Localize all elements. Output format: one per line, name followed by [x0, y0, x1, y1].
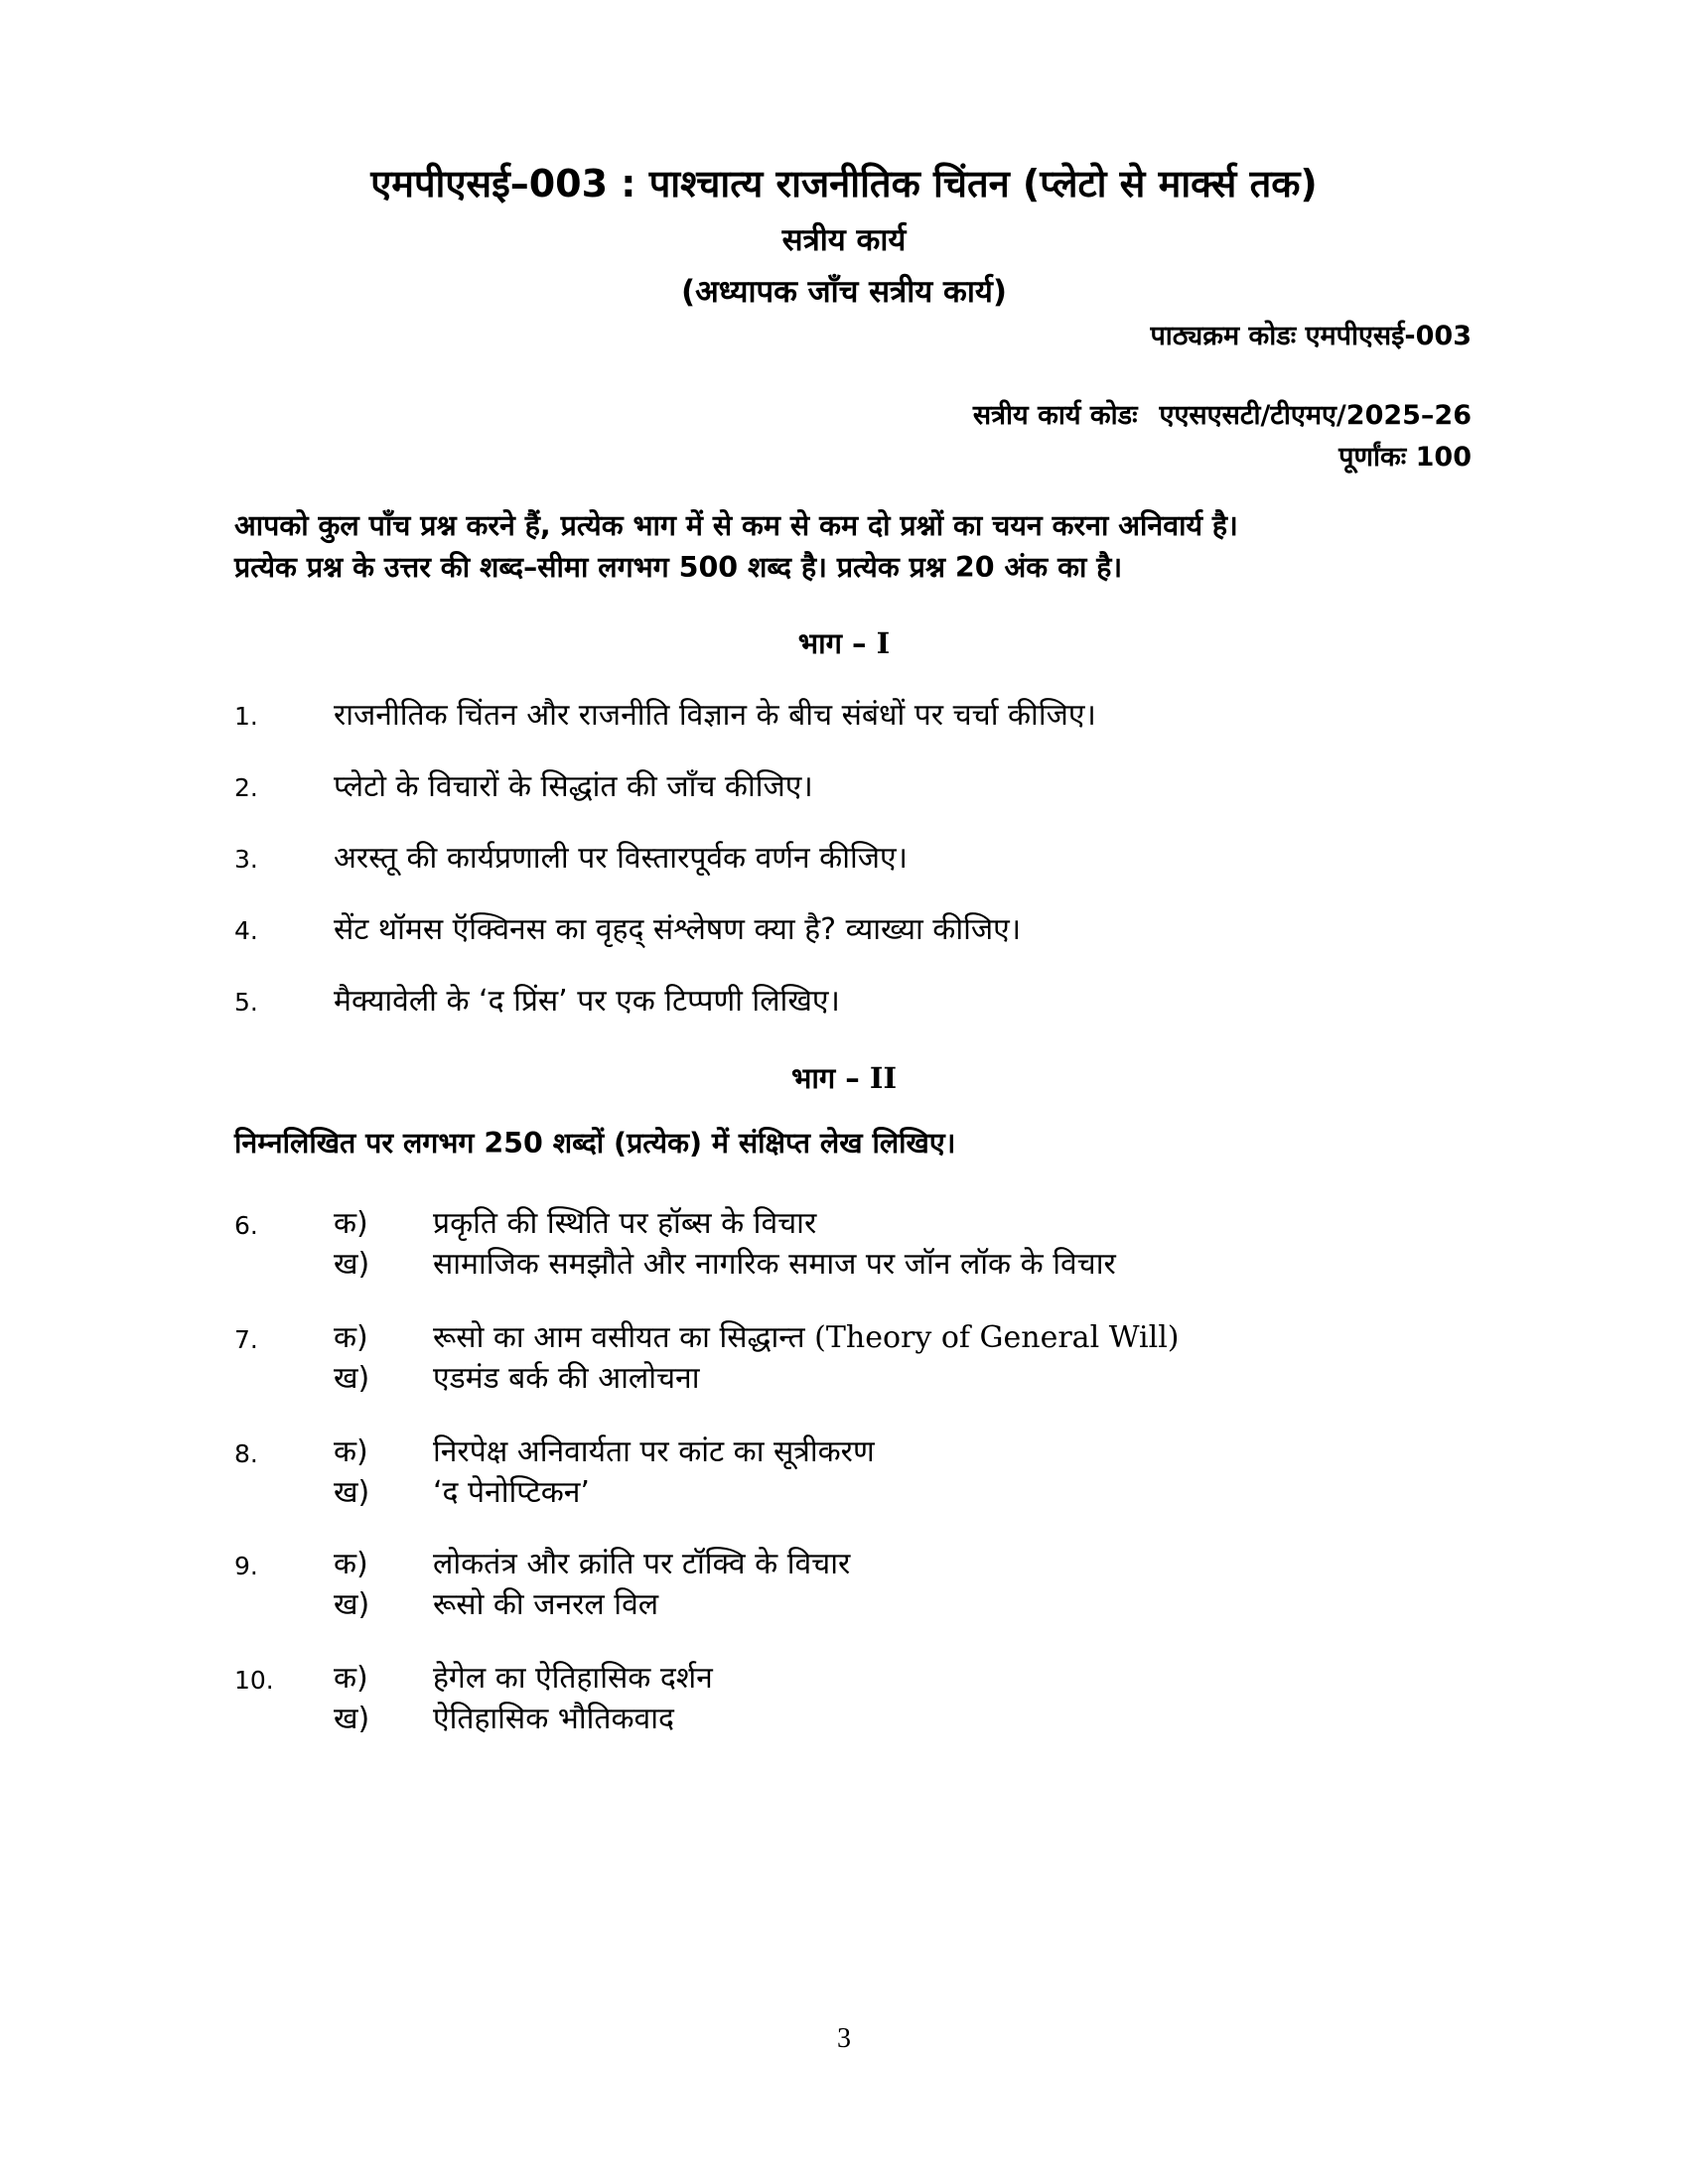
- part-2-heading: [0, 1058, 1688, 1097]
- question-number: 8.: [234, 1439, 258, 1468]
- question-number: 5.: [234, 988, 258, 1017]
- document-subtitle: सत्रीय कार्य: [781, 222, 907, 258]
- question-text: मैक्यावेली के ‘द प्रिंस’ पर एक टिप्पणी लिखिए।: [334, 984, 840, 1019]
- part-2-heading-word: भाग –: [790, 1061, 860, 1095]
- assignment-code-value: एएसएसटी/टीएमए/2025–26: [1159, 400, 1472, 431]
- question-number: 1.: [234, 702, 258, 731]
- page-number: 3: [837, 2023, 851, 2054]
- question-number: 2.: [234, 773, 258, 802]
- part-1-heading-word: भाग –: [797, 626, 867, 660]
- sub-text-a-line: [433, 1315, 1180, 1356]
- question-number: 4.: [234, 916, 258, 945]
- question-text: अरस्तू की कार्यप्रणाली पर विस्तारपूर्वक वर्णन कीजिए।: [334, 841, 908, 876]
- sub-text-a-latin: (Theory of General Will): [814, 1320, 1180, 1355]
- question-text: सेंट थॉमस ऍक्विनस का वृहद् संश्लेषण क्या है? व्याख्या कीजिए।: [334, 912, 1022, 947]
- question-number: 3.: [234, 845, 258, 874]
- assignment-code-label: सत्रीय कार्य कोडः: [972, 400, 1138, 431]
- max-marks-label: पूर्णांकः: [1338, 442, 1407, 473]
- sub-label-b: ख): [334, 1475, 370, 1510]
- sub-text-a: लोकतंत्र और क्रांति पर टॉक्वि के विचार: [433, 1547, 851, 1581]
- sub-label-a: क): [334, 1661, 368, 1696]
- document-subtitle-2: (अध्यापक जाँच सत्रीय कार्य): [680, 274, 1008, 310]
- sub-label-b: ख): [334, 1361, 370, 1396]
- course-code-value: एमपीएसई-003: [1305, 321, 1472, 351]
- instruction-line-2: प्रत्येक प्रश्न के उत्तर की शब्द–सीमा लगभग 500 शब्द है। प्रत्येक प्रश्न 20 अंक का है।: [234, 551, 1123, 584]
- sub-text-b: ‘द पेनोप्टिकन’: [433, 1475, 590, 1510]
- sub-label-b: ख): [334, 1587, 370, 1622]
- sub-text-a: प्रकृति की स्थिति पर हॉब्स के विचार: [433, 1206, 817, 1241]
- sub-text-b: ऐतिहासिक भौतिकवाद: [433, 1702, 674, 1736]
- question-text: राजनीतिक चिंतन और राजनीति विज्ञान के बीच संबंधों पर चर्चा कीजिए।: [334, 698, 1096, 733]
- sub-text-b: रूसो की जनरल विल: [433, 1587, 659, 1622]
- sub-label-a: क): [334, 1547, 368, 1581]
- question-number: 7.: [234, 1325, 258, 1354]
- question-number: 9.: [234, 1552, 258, 1580]
- instruction-line-1: आपको कुल पाँच प्रश्न करने हैं, प्रत्येक भाग में से कम से कम दो प्रश्नों का चयन करना अनिवार्य है।: [234, 509, 1238, 542]
- sub-label-a: क): [334, 1320, 368, 1355]
- sub-text-b: एडमंड बर्क की आलोचना: [433, 1361, 700, 1396]
- sub-text-b: सामाजिक समझौते और नागरिक समाज पर जॉन लॉक के विचार: [433, 1247, 1116, 1282]
- part-1-heading: [0, 623, 1688, 662]
- assignment-code-line: [973, 395, 1472, 432]
- question-number: 6.: [234, 1211, 258, 1240]
- max-marks-value: 100: [1415, 442, 1472, 473]
- sub-label-b: ख): [334, 1702, 370, 1736]
- sub-label-b: ख): [334, 1247, 370, 1282]
- course-code-label: पाठ्यक्रम कोडः: [1150, 321, 1297, 351]
- sub-text-a: निरपेक्ष अनिवार्यता पर कांट का सूत्रीकरण: [433, 1434, 875, 1469]
- part-1-heading-roman: I: [876, 626, 891, 660]
- max-marks-line: [1338, 437, 1472, 474]
- sub-label-a: क): [334, 1434, 368, 1469]
- question-text: प्लेटो के विचारों के सिद्धांत की जाँच कीजिए।: [334, 769, 813, 804]
- sub-text-a: रूसो का आम वसीयत का सिद्धान्त: [433, 1320, 805, 1355]
- question-number: 10.: [234, 1666, 274, 1695]
- sub-text-a: हेगेल का ऐतिहासिक दर्शन: [433, 1661, 713, 1696]
- course-code-line: [1150, 316, 1472, 352]
- part-2-heading-roman: II: [869, 1061, 898, 1095]
- sub-label-a: क): [334, 1206, 368, 1241]
- part-2-instruction: निम्नलिखित पर लगभग 250 शब्दों (प्रत्येक) में संक्षिप्त लेख लिखिए।: [234, 1127, 956, 1160]
- document-title: एमपीएसई–003 : पाश्चात्य राजनीतिक चिंतन (प्लेटो से मार्क्स तक): [370, 162, 1318, 205]
